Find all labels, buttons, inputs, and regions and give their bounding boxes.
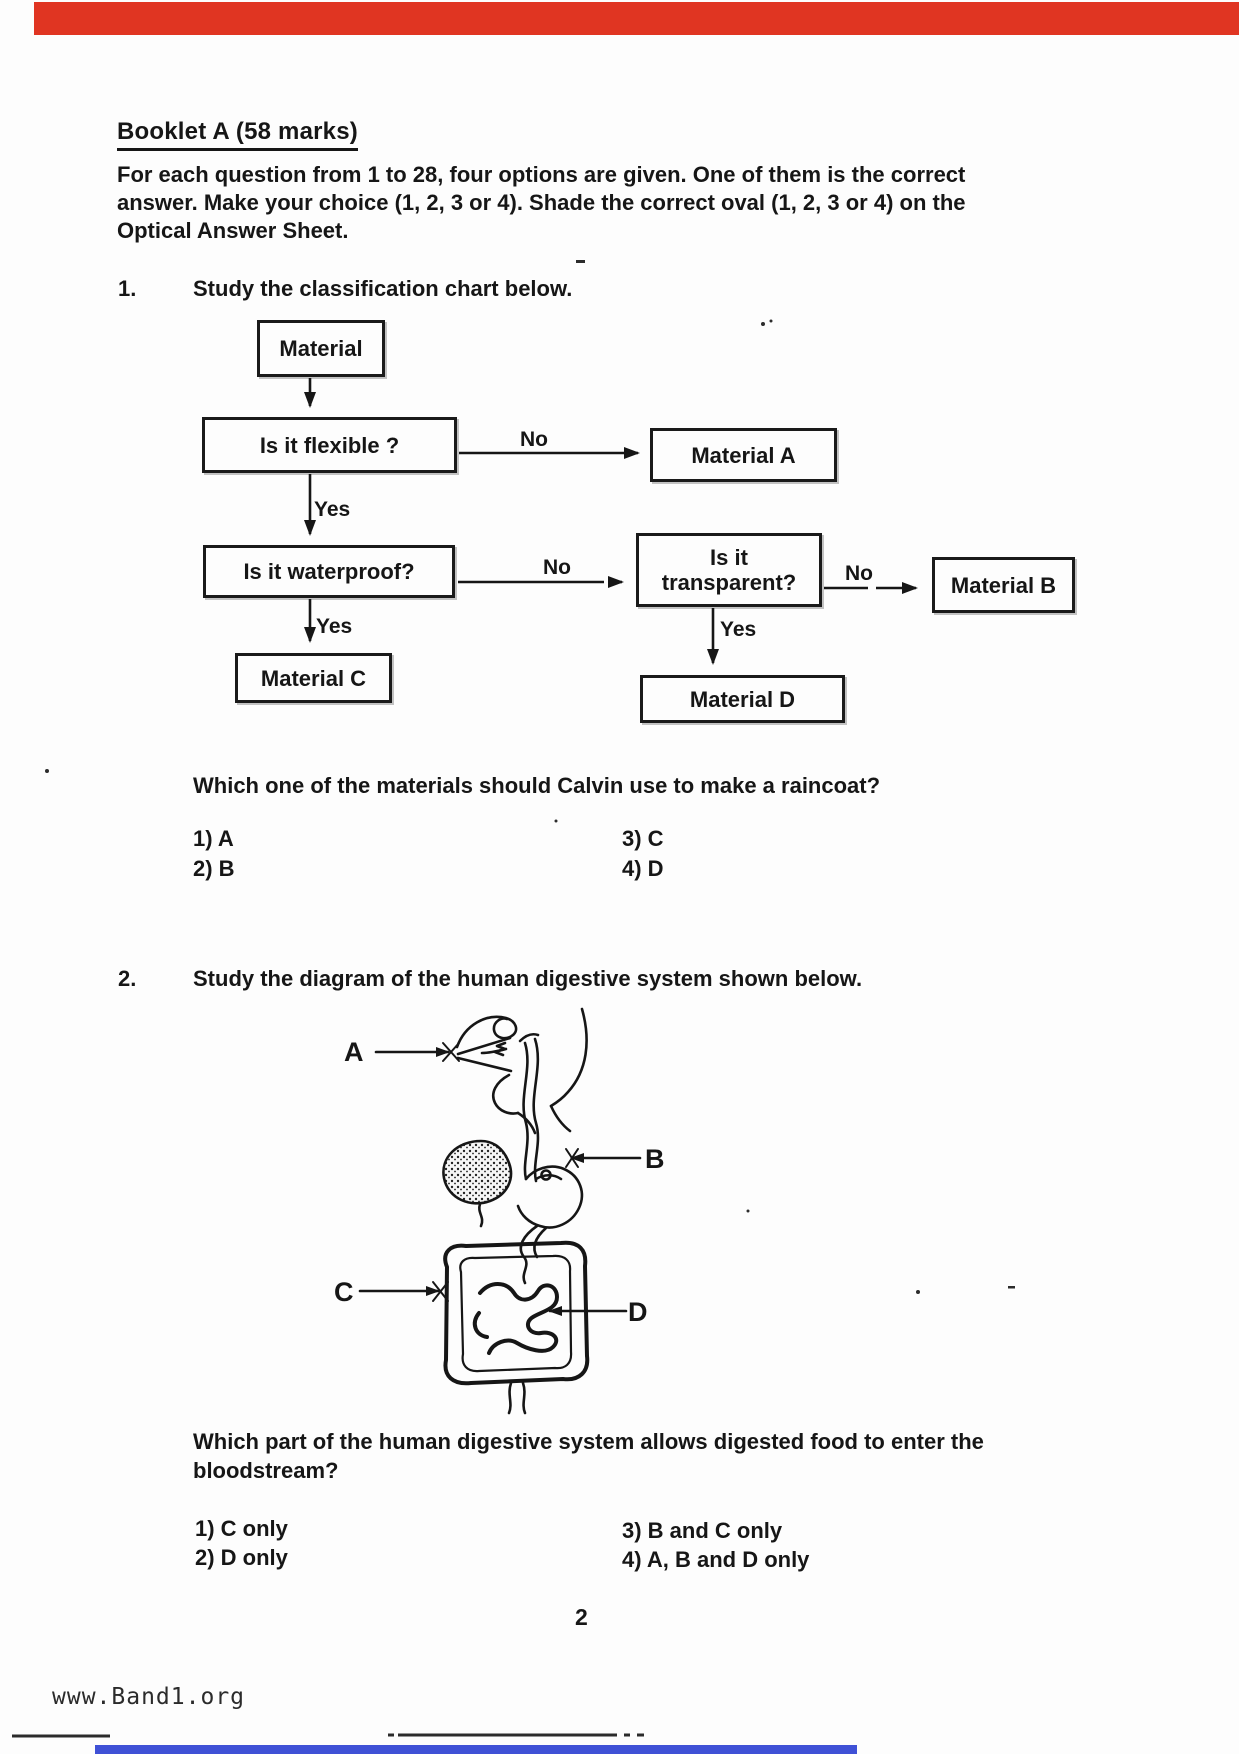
q2-option-4: 4) A, B and D only [622,1547,810,1572]
node-label: Is it flexible ? [259,432,400,458]
node-label: transparent? [661,570,797,595]
top-red-bar [34,2,1239,35]
node-label: Material [279,336,363,361]
digestive-system-diagram [330,1005,670,1415]
page-number: 2 [575,1604,588,1630]
q1-option-2: 2) B [193,856,235,881]
flowchart-node-waterproof [203,545,455,598]
q1-question: Which one of the materials should Calvin use to make a raincoat? [193,773,881,798]
footer-rules [12,1735,644,1736]
node-label: Material A [691,442,796,468]
rectum [509,1383,525,1413]
stomach [518,1167,582,1228]
node-label: Material C [260,665,367,691]
diagram-pointer-lines [360,1043,640,1311]
q1-option-4: 4) D [622,856,664,881]
edge-label-yes: Yes [720,618,757,641]
flowchart-node-material-b [932,557,1075,613]
booklet-heading: Booklet A (58 marks) [117,118,358,151]
head-and-mouth [457,1009,587,1133]
flowchart-node-material-c [235,653,392,703]
instructions-line: answer. Make your choice (1, 2, 3 or 4). Shade the correct oval (1, 2, 3 or 4) on the [117,190,966,215]
q2-option-3: 3) B and C only [622,1518,783,1543]
instructions [117,161,1077,245]
diagram-label-a: A [344,1037,364,1067]
q2-number: 2. [118,966,137,991]
edge-label-no: No [845,562,873,585]
diagram-label-d: D [628,1297,648,1327]
q2-option-2: 2) D only [195,1545,288,1570]
node-label: Material B [950,572,1057,598]
edge-label-yes: Yes [314,498,351,521]
node-label: Is it [710,545,748,570]
small-intestine [475,1226,557,1353]
flowchart-node-material [257,320,385,377]
esophagus [524,1039,538,1181]
node-label: Is it waterproof? [243,559,415,584]
edge-label-no: No [520,428,548,451]
diagram-label-b: B [645,1144,665,1174]
flowchart-node-material-d [640,675,845,723]
diagram-label-c: C [334,1277,354,1307]
large-intestine [445,1243,587,1384]
flowchart-node-material-a [650,428,837,482]
liver [443,1141,511,1226]
bottom-blue-bar [95,1745,857,1754]
q2-option-1: 1) C only [195,1516,288,1541]
q2-question-line2: bloodstream? [193,1458,339,1483]
q1-number: 1. [118,276,137,301]
q2-prompt: Study the diagram of the human digestive system shown below. [193,966,863,991]
q1-prompt: Study the classification chart below. [193,276,573,301]
q2-question-line1: Which part of the human digestive system allows digested food to enter the [193,1429,984,1454]
edge-label-yes: Yes [316,615,353,638]
node-label: Material D [689,686,796,712]
q1-option-3: 3) C [622,826,664,851]
instructions-line: Optical Answer Sheet. [117,218,349,243]
footer-watermark: www.Band1.org [52,1684,246,1710]
edge-label-no: No [543,556,571,579]
flowchart-node-flexible [202,417,457,473]
q1-option-1: 1) A [193,826,234,851]
flowchart-node-transparent [636,533,822,607]
instructions-line: For each question from 1 to 28, four options are given. One of them is the correct [117,162,966,187]
